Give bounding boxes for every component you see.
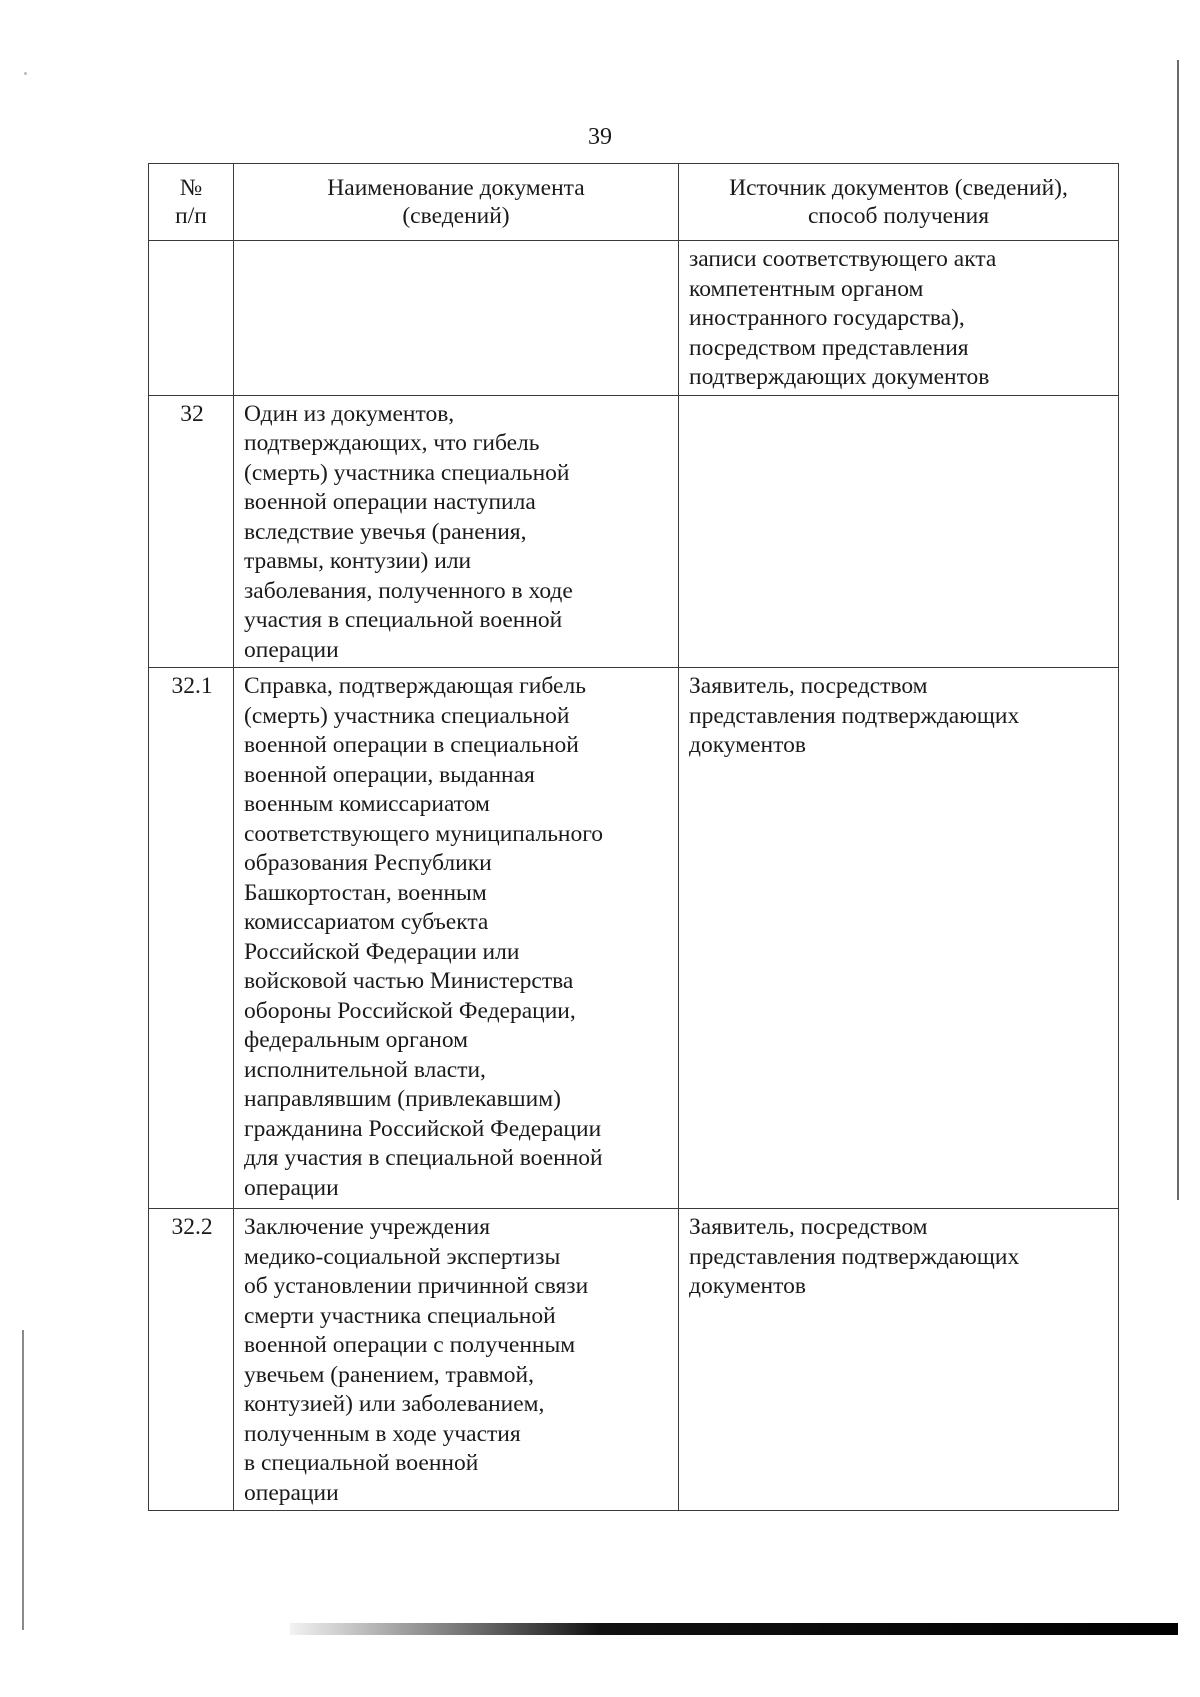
row-document-source: Заявитель, посредством представления подтверждающих документов [679, 668, 1119, 1209]
row-document-source: записи соответствующего акта компетентным органом иностранного государства), посредством представления подтверждающих документов [679, 241, 1119, 396]
table-row [149, 241, 1119, 396]
documents-table [148, 163, 1119, 1511]
page-number: 39 [588, 124, 612, 150]
row-number: 32.1 [149, 668, 234, 1209]
table-row [149, 395, 1119, 668]
row-number [149, 241, 234, 396]
row-number: 32.2 [149, 1209, 234, 1511]
table-row [149, 1209, 1119, 1511]
row-document-name: Один из документов, подтверждающих, что гибель (смерть) участника специальной военной операции наступила вследствие увечья (ранения, травмы, контузии) или заболевания, полученного в ходе участия в специальной военной операции [234, 395, 679, 668]
table-row [149, 668, 1119, 1209]
row-document-name: Заключение учреждения медико-социальной экспертизы об установлении причинной связи смерти участника специальной военной операции с полученным увечьем (ранением, травмой, контузией) или заболеванием, полученным в ходе участия в специальной военной операции [234, 1209, 679, 1511]
header-document-name: Наименование документа (сведений) [234, 164, 679, 241]
scan-speck [24, 72, 27, 75]
header-number: № п/п [149, 164, 234, 241]
scan-edge-right [1177, 60, 1179, 1200]
row-document-source: Заявитель, посредством представления подтверждающих документов [679, 1209, 1119, 1511]
table-header-row [149, 164, 1119, 241]
row-document-name: Справка, подтверждающая гибель (смерть) участника специальной военной операции в специальной военной операции, выданная военным комиссариатом соответствующего муниципального образования Республики Башкортостан, военным комиссариатом субъекта Российской Федерации или войсковой частью Министерства обороны Российской Федерации, федеральным органом исполнительной власти, направлявшим (привлекавшим) гражданина Российской Федерации для участия в специальной военной операции [234, 668, 679, 1209]
row-number: 32 [149, 395, 234, 668]
header-document-source: Источник документов (сведений), способ получения [679, 164, 1119, 241]
row-document-source [679, 395, 1119, 668]
scan-bottom-bar [290, 1623, 1178, 1635]
row-document-name [234, 241, 679, 396]
scan-edge-left [22, 1330, 24, 1630]
